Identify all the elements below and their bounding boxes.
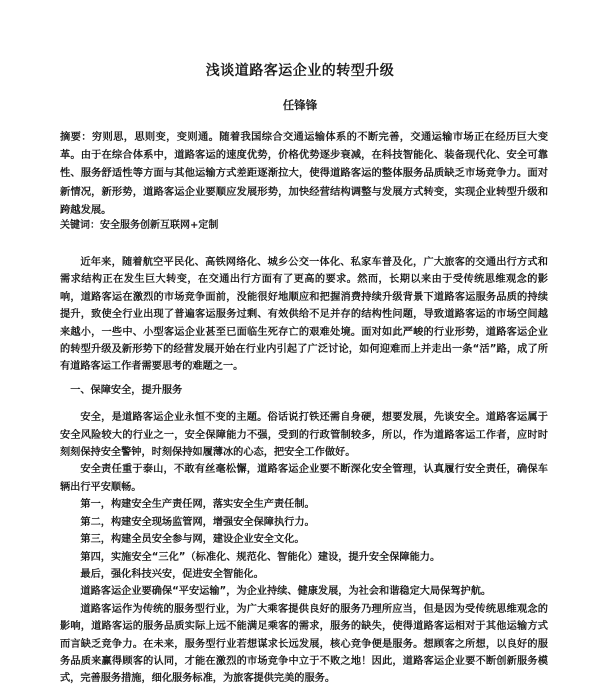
body-text	[60, 254, 548, 688]
abstract-block	[60, 128, 548, 219]
list-item: 第四，实施安全“三化”（标准化、规范化、智能化）建设，提升安全保障能力。	[80, 551, 441, 563]
keywords-block	[60, 218, 548, 234]
abstract-label: 摘要：	[60, 131, 92, 143]
section-paragraph: 道路客运企业要确保“平安运输”，为企业持续、健康发展，为社会和谐稳定大局保驾护航。	[80, 586, 492, 598]
list-item: 第三，构建全员安全参与网，建设企业安全文化。	[80, 534, 305, 546]
paper-title: 浅谈道路客运企业的转型升级	[205, 63, 395, 79]
section-paragraph: 道路客运作为传统的服务型行业，为广大乘客提供良好的服务乃理所应当，但是因为受传统思维观念的影响，道路客运的服务品质实际上远不能满足乘客的需求，服务的缺失，使得道路客运相对于其他运输方式而言缺乏竞争力。在未来，服务型行业若想谋求长远发展，核心竞争便是服务。想顾客之所想，以良好的服务品质来赢得顾客的认同，才能在激烈的市场竞争中立于不败之地！因此，道路客运企业要不断创新服务模式，完善服务措施，细化服务标准，为旅客提供完美的服务。	[60, 603, 548, 685]
section-paragraph: 安全责任重于泰山，不敢有丝毫松懈，道路客运企业要不断深化安全管理，认真履行安全责任，确保车辆出行平安顺畅。	[60, 464, 548, 493]
intro-paragraph: 近年来，随着航空平民化、高铁网络化、城乡公交一体化、私家车普及化，广大旅客的交通出行方式和需求结构正在发生巨大转变，在交通出行方面有了更高的要求。然而，长期以来由于受传统思维观念的影响，道路客运在激烈的市场竞争面前，没能很好地顺应和把握消费持续升级背景下道路客运服务品质的持续提升，致使全行业出现了普遍客运服务过剩、有效供给不足并存的结构性问题，导致道路客运的市场空间越来越小，一些中、小型客运企业甚至已面临生死存亡的艰难处境。面对如此严峻的行业形势，道路客运企业的转型升级及新形势下的经营发展开始在行业内引起了广泛讨论，如何迎难而上并走出一条“活”路，成了所有道路客运工作者需要思考的难题之一。	[60, 257, 548, 373]
author-name: 任锋锋	[282, 98, 318, 112]
section-heading: 一、保障安全，提升服务	[70, 384, 183, 396]
section-paragraph: 安全，是道路客运企业永恒不变的主题。俗话说打铁还需自身硬，想要发展，先谈安全。道路客运属于安全风险较大的行业之一，安全保障能力不强，受到的行政管制较多，所以，作为道路客运工作者，应时时刻刻保持安全警钟，时刻保持如履薄冰的心态，把安全工作做好。	[60, 412, 548, 459]
keywords-label: 关键词：	[60, 220, 100, 231]
abstract-text: 穷则思，思则变，变则通。随着我国综合交通运输体系的不断完善，交通运输市场正在经历巨大变革。由于在综合体系中，道路客运的速度优势，价格优势逐步衰减，在科技智能化、装备现代化、安全可靠性、服务舒适性等方面与其他运输方式差距逐渐拉大，使得道路客运的整体服务品质缺乏市场竞争力。面对新情况，新形势，道路客运企业要顺应发展形势，加快经营结构调整与发展方式转变，实现企业转型升级和跨越发展。	[60, 131, 549, 216]
list-item: 第二，构建安全现场监管网，增强安全保障执行力。	[80, 516, 315, 528]
list-item: 最后，强化科技兴安，促进安全智能化。	[80, 568, 264, 580]
keywords-text: 安全服务创新互联网+定制	[100, 220, 219, 231]
list-item: 第一，构建安全生产责任网，落实安全生产责任制。	[80, 499, 315, 511]
